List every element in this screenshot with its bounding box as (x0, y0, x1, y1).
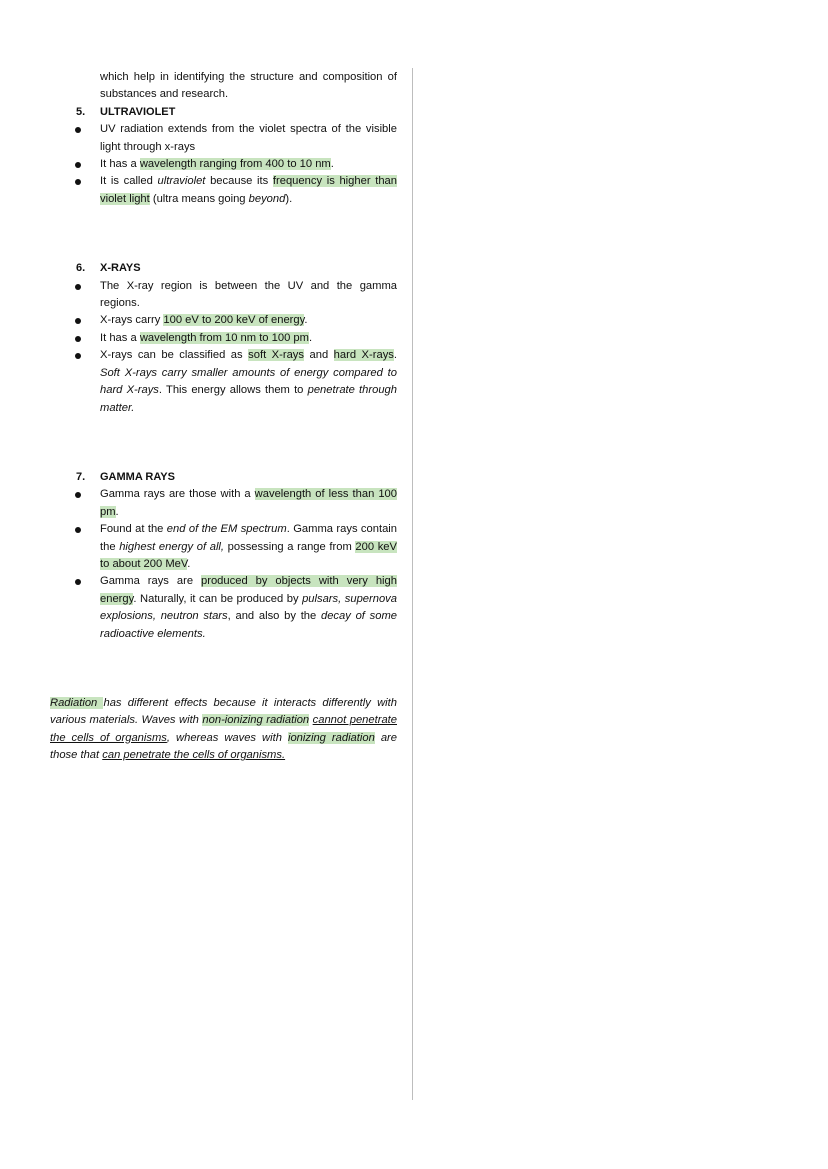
bullet-text (100, 573, 397, 643)
text-run: possessing a range from (224, 540, 356, 553)
column-divider (412, 68, 413, 1100)
bullet-list-x-rays (50, 278, 397, 417)
bullet-item (50, 347, 397, 417)
text-run: Gamma rays are those with a (100, 488, 255, 501)
text-run: ). (285, 192, 293, 205)
text-run: . (393, 349, 397, 362)
text-run: X-rays carry (100, 314, 164, 327)
spacer (50, 643, 397, 695)
bullet-item (50, 173, 397, 208)
section-number: 5. (76, 105, 86, 118)
text-run: ultraviolet (157, 175, 206, 188)
highlighted-text: non-ionizing radiation (202, 714, 310, 727)
closing-paragraph (50, 695, 397, 765)
highlighted-text: 200 keV to about 200 MeV (100, 540, 397, 570)
text-run: . Naturally, it can be produced by (133, 592, 303, 605)
highlighted-text: wavelength of less than 100 pm (100, 488, 397, 518)
section-number: 7. (76, 470, 86, 483)
text-run: end of the EM spectrum (166, 523, 287, 536)
text-run: highest energy of all, (119, 540, 225, 553)
highlighted-text: wavelength from 10 nm to 100 pm (139, 331, 309, 344)
bullet-item (50, 330, 397, 347)
underlined-text: can penetrate the cells of organisms. (102, 749, 286, 762)
bullet-icon (75, 527, 81, 533)
section-title: ULTRAVIOLET (100, 105, 176, 118)
bullet-item (50, 156, 397, 173)
underlined-text: cannot penetrate the cells of organisms (50, 714, 397, 744)
text-run: Gamma rays are (100, 575, 202, 588)
bullet-icon (75, 179, 81, 185)
text-run: . (115, 505, 119, 518)
bullet-icon (75, 127, 81, 133)
section-title: GAMMA RAYS (100, 470, 175, 483)
bullet-item (50, 312, 397, 329)
bullet-icon (75, 318, 81, 324)
section-heading-ultraviolet (50, 104, 397, 121)
spacer (50, 208, 397, 260)
bullet-text (100, 330, 397, 347)
text-run: penetrate through matter. (100, 384, 398, 414)
highlighted-text: soft X-rays (248, 349, 304, 362)
section-title: X-RAYS (100, 262, 141, 275)
text-run: are those that (50, 731, 398, 762)
bullet-icon (75, 492, 81, 498)
text-run: . This energy allows them to (158, 384, 308, 397)
bullet-icon (75, 336, 81, 342)
text-run: (ultra means going (149, 192, 249, 205)
bullet-list-gamma-rays (50, 486, 397, 643)
text-run: It has a (100, 331, 140, 344)
highlighted-text: hard X-rays (333, 349, 394, 362)
highlighted-text: wavelength ranging from 400 to 10 nm (139, 158, 331, 171)
bullet-text (100, 121, 397, 156)
section-heading-gamma-rays (50, 469, 397, 486)
section-number: 6. (76, 262, 86, 275)
text-run: and (304, 349, 334, 362)
bullet-item (50, 486, 397, 521)
text-run: Soft X-rays carry smaller amounts of energy compared to hard X-rays (100, 366, 397, 397)
bullet-icon (75, 284, 81, 290)
bullet-text (100, 173, 397, 208)
bullet-text (100, 347, 397, 417)
bullet-text (100, 521, 397, 573)
bullet-text (100, 312, 397, 329)
bullet-item (50, 573, 397, 643)
intro-continuation: which help in identifying the structure and composition of substances and research. (100, 71, 397, 101)
bullet-item (50, 278, 397, 313)
text-run: It has a (100, 158, 140, 171)
bullet-icon (75, 353, 81, 359)
spacer (50, 417, 397, 469)
text-run: X-rays can be classified as (100, 349, 249, 362)
text-run: The X-ray region is between the UV and the gamma regions. (100, 279, 397, 310)
text-run: beyond (248, 192, 286, 205)
bullet-item (50, 121, 397, 156)
text-run: has different effects because it interacts differently with various materials. Waves with (50, 696, 397, 727)
text-run: It is called (100, 175, 158, 188)
text-run: , and also by the (227, 610, 321, 623)
highlighted-text: produced by objects with very high energy (100, 575, 397, 605)
bullet-text (100, 486, 397, 521)
text-run: . (330, 158, 334, 171)
text-run: decay of some radioactive elements. (100, 610, 397, 640)
highlighted-text: frequency is higher than violet light (100, 175, 397, 205)
text-run: . (304, 314, 308, 327)
bullet-text (100, 156, 397, 173)
highlighted-text: Radiation (50, 696, 104, 709)
highlighted-text: 100 eV to 200 keV of energy (163, 314, 305, 327)
text-run: , whereas waves with (166, 731, 288, 744)
text-run: Found at the (100, 523, 167, 536)
text-run: UV radiation extends from the violet spectra of the visible light through x-rays (100, 123, 397, 153)
text-run: because its (205, 175, 273, 188)
text-run: . (308, 331, 313, 344)
bullet-list-ultraviolet (50, 121, 397, 208)
bullet-icon (75, 162, 81, 168)
bullet-icon (75, 579, 81, 585)
text-run: pulsars, supernova explosions, neutron stars (100, 592, 397, 623)
text-run: . (187, 557, 191, 570)
section-heading-x-rays (50, 260, 397, 277)
bullet-text (100, 278, 397, 313)
bullet-item (50, 521, 397, 573)
highlighted-text: ionizing radiation (287, 731, 375, 744)
document-column (50, 69, 397, 765)
text-run: . Gamma rays contain the (100, 523, 397, 553)
